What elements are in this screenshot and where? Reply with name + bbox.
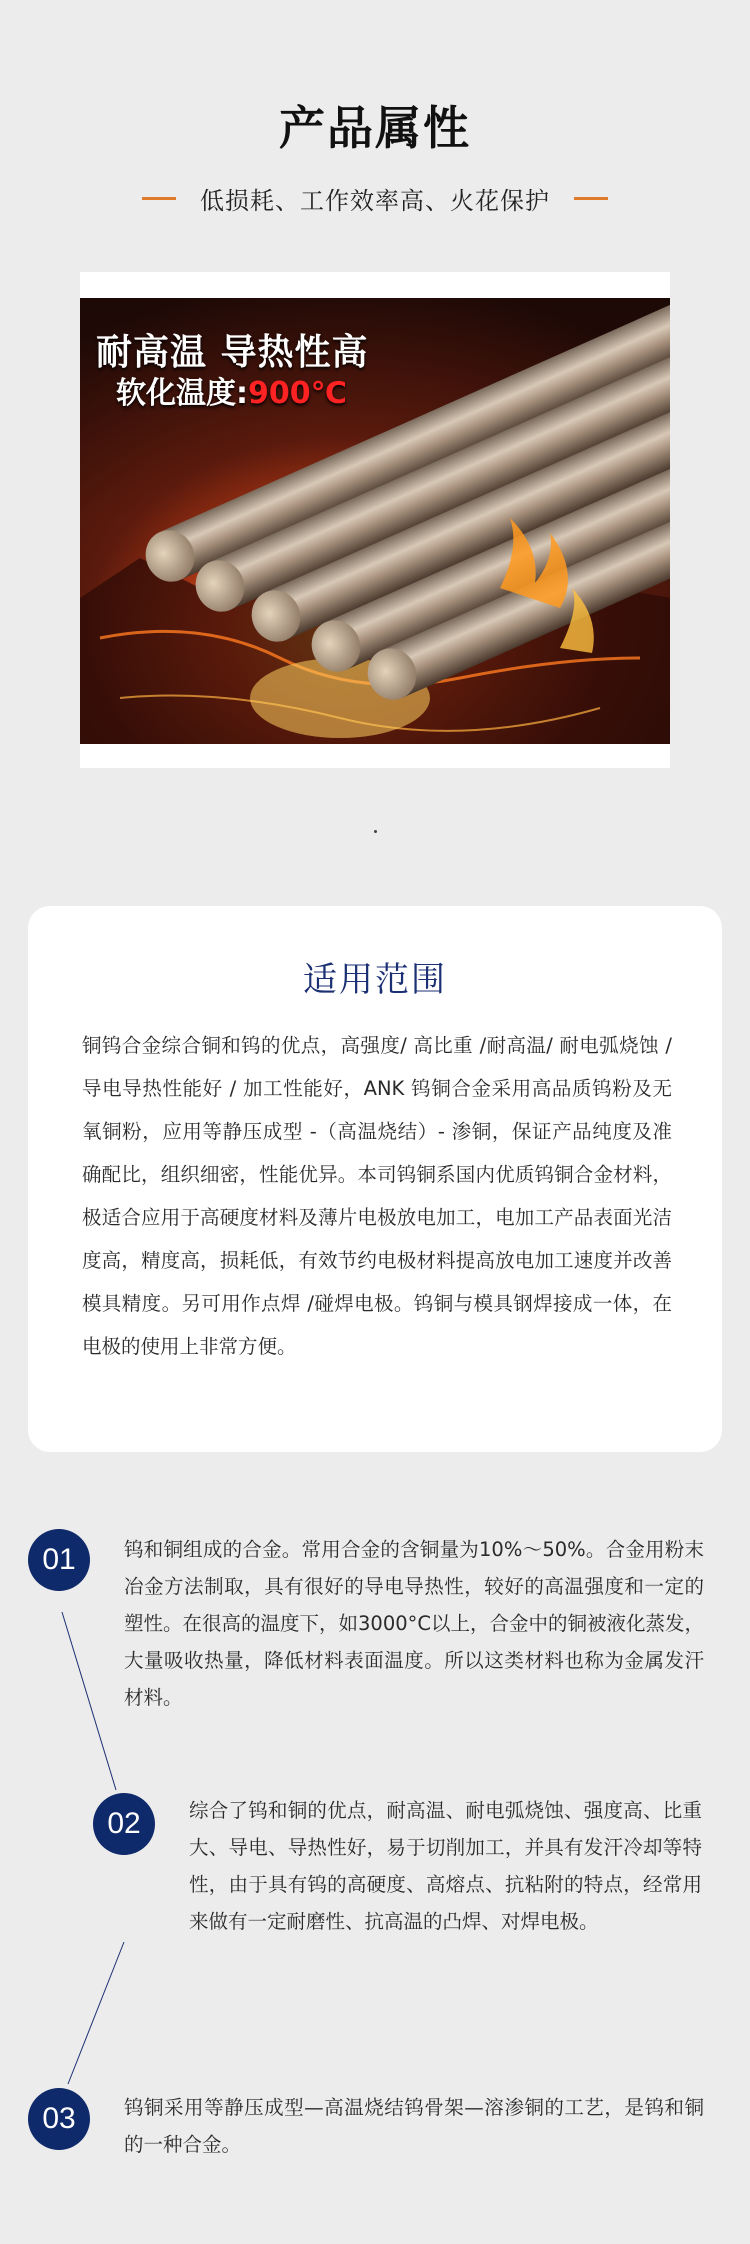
connector-line-2-3 xyxy=(68,1942,124,2084)
scope-body: 铜钨合金综合铜和钨的优点，高强度/ 高比重 /耐高温/ 耐电弧烧蚀 / 导电导热性能好 / 加工性能好，ANK 钨铜合金采用高品质钨粉及无氧铜粉，应用等静压成型 -（高温烧结）- 渗铜，保证产品纯度及准确配比，组织细密，性能优异。本司钨铜系国内优质钨铜合金材料，极适合应用于高硬度材料及薄片电极放电加工，电加工产品表面光洁度高，精度高，损耗低，有效节约电极材料提高放电加工速度并改善模具精度。另可用作点焊 /碰焊电极。钨铜与模具钢焊接成一体，在电极的使用上非常方便。 xyxy=(82,1034,672,1358)
feature-text: 钨铜采用等静压成型—高温烧结钨骨架—溶渗铜的工艺，是钨和铜的一种合金。 xyxy=(124,2096,704,2156)
page-title: 产品属性 xyxy=(279,101,471,155)
connector-line-1-2 xyxy=(62,1612,116,1790)
banner-headline: 耐高温 导热性高 xyxy=(96,332,369,373)
banner-temp-label: 软化温度: xyxy=(116,376,248,411)
scope-title: 适用范围 xyxy=(303,960,447,1000)
page-subtitle: 低损耗、工作效率高、火花保护 xyxy=(200,186,550,215)
feature-text: 综合了钨和铜的优点，耐高温、耐电弧烧蚀、强度高、比重大、导电、导热性好，易于切削加工，并具有发汗冷却等特性，由于具有钨的高硬度、高熔点、抗粘附的特点，经常用来做有一定耐磨性、抗高温的凸焊、对焊电极。 xyxy=(189,1799,702,1933)
feature-number-badge: 02 xyxy=(93,1793,155,1855)
feature-number-badge: 03 xyxy=(28,2088,90,2150)
feature-number-badge: 01 xyxy=(28,1529,90,1591)
banner-temp-value: 900℃ xyxy=(248,376,347,411)
feature-text: 钨和铜组成的合金。常用合金的含铜量为10%～50%。合金用粉末冶金方法制取，具有很好的导电导热性，较好的高温强度和一定的塑性。在很高的温度下，如3000°C以上，合金中的铜被液化蒸发，大量吸收热量，降低材料表面温度。所以这类材料也称为金属发汗材料。 xyxy=(124,1538,704,1709)
